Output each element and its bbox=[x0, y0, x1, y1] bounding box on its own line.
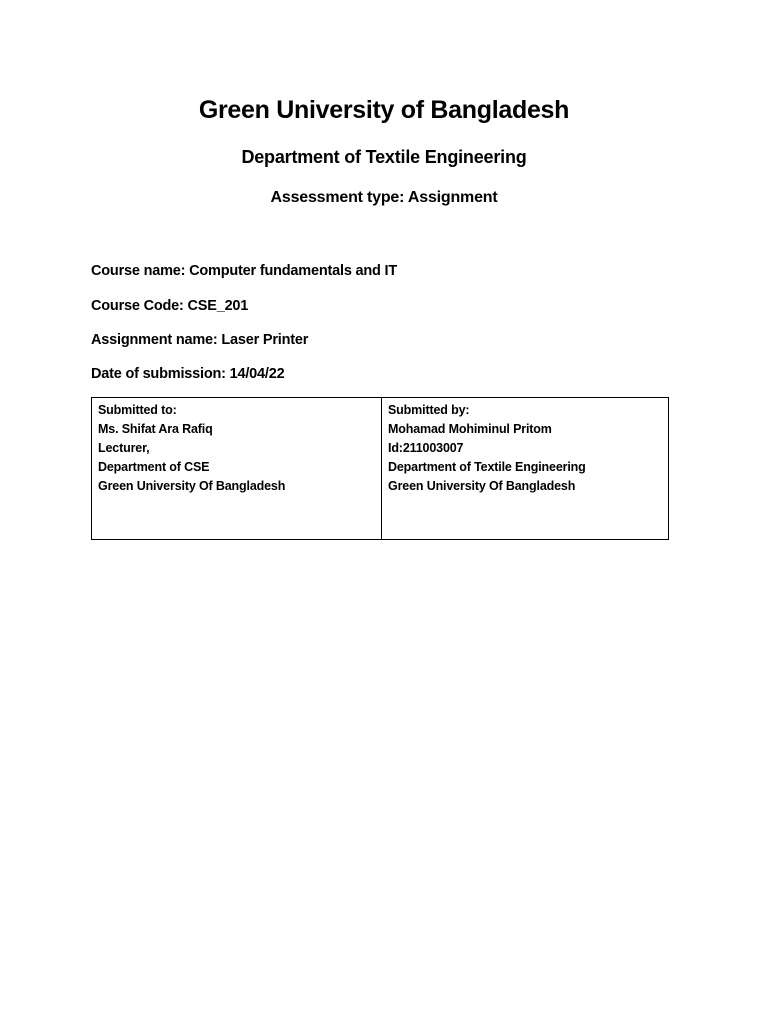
student-id: Id:211003007 bbox=[388, 441, 464, 455]
student-name: Mohamad Mohiminul Pritom bbox=[388, 422, 552, 436]
assessment-type: Assessment type: Assignment bbox=[270, 189, 498, 206]
submitted-to-cell bbox=[92, 398, 382, 539]
instructor-university: Green University Of Bangladesh bbox=[98, 479, 286, 493]
department-heading: Department of Textile Engineering bbox=[241, 147, 527, 167]
date-of-submission: Date of submission: 14/04/22 bbox=[91, 366, 285, 382]
student-department: Department of Textile Engineering bbox=[388, 460, 586, 474]
submission-table bbox=[91, 397, 669, 540]
instructor-name: Ms. Shifat Ara Rafiq bbox=[98, 422, 213, 436]
instructor-department: Department of CSE bbox=[98, 460, 210, 474]
course-name: Course name: Computer fundamentals and IT bbox=[91, 263, 398, 279]
university-title: Green University of Bangladesh bbox=[198, 96, 570, 124]
course-code: Course Code: CSE_201 bbox=[91, 298, 249, 314]
instructor-title: Lecturer, bbox=[98, 441, 150, 455]
submitted-to-label: Submitted to: bbox=[98, 403, 177, 417]
student-university: Green University Of Bangladesh bbox=[388, 479, 576, 493]
submitted-by-cell bbox=[382, 398, 668, 539]
assignment-name: Assignment name: Laser Printer bbox=[91, 332, 309, 348]
submitted-by-label: Submitted by: bbox=[388, 403, 470, 417]
